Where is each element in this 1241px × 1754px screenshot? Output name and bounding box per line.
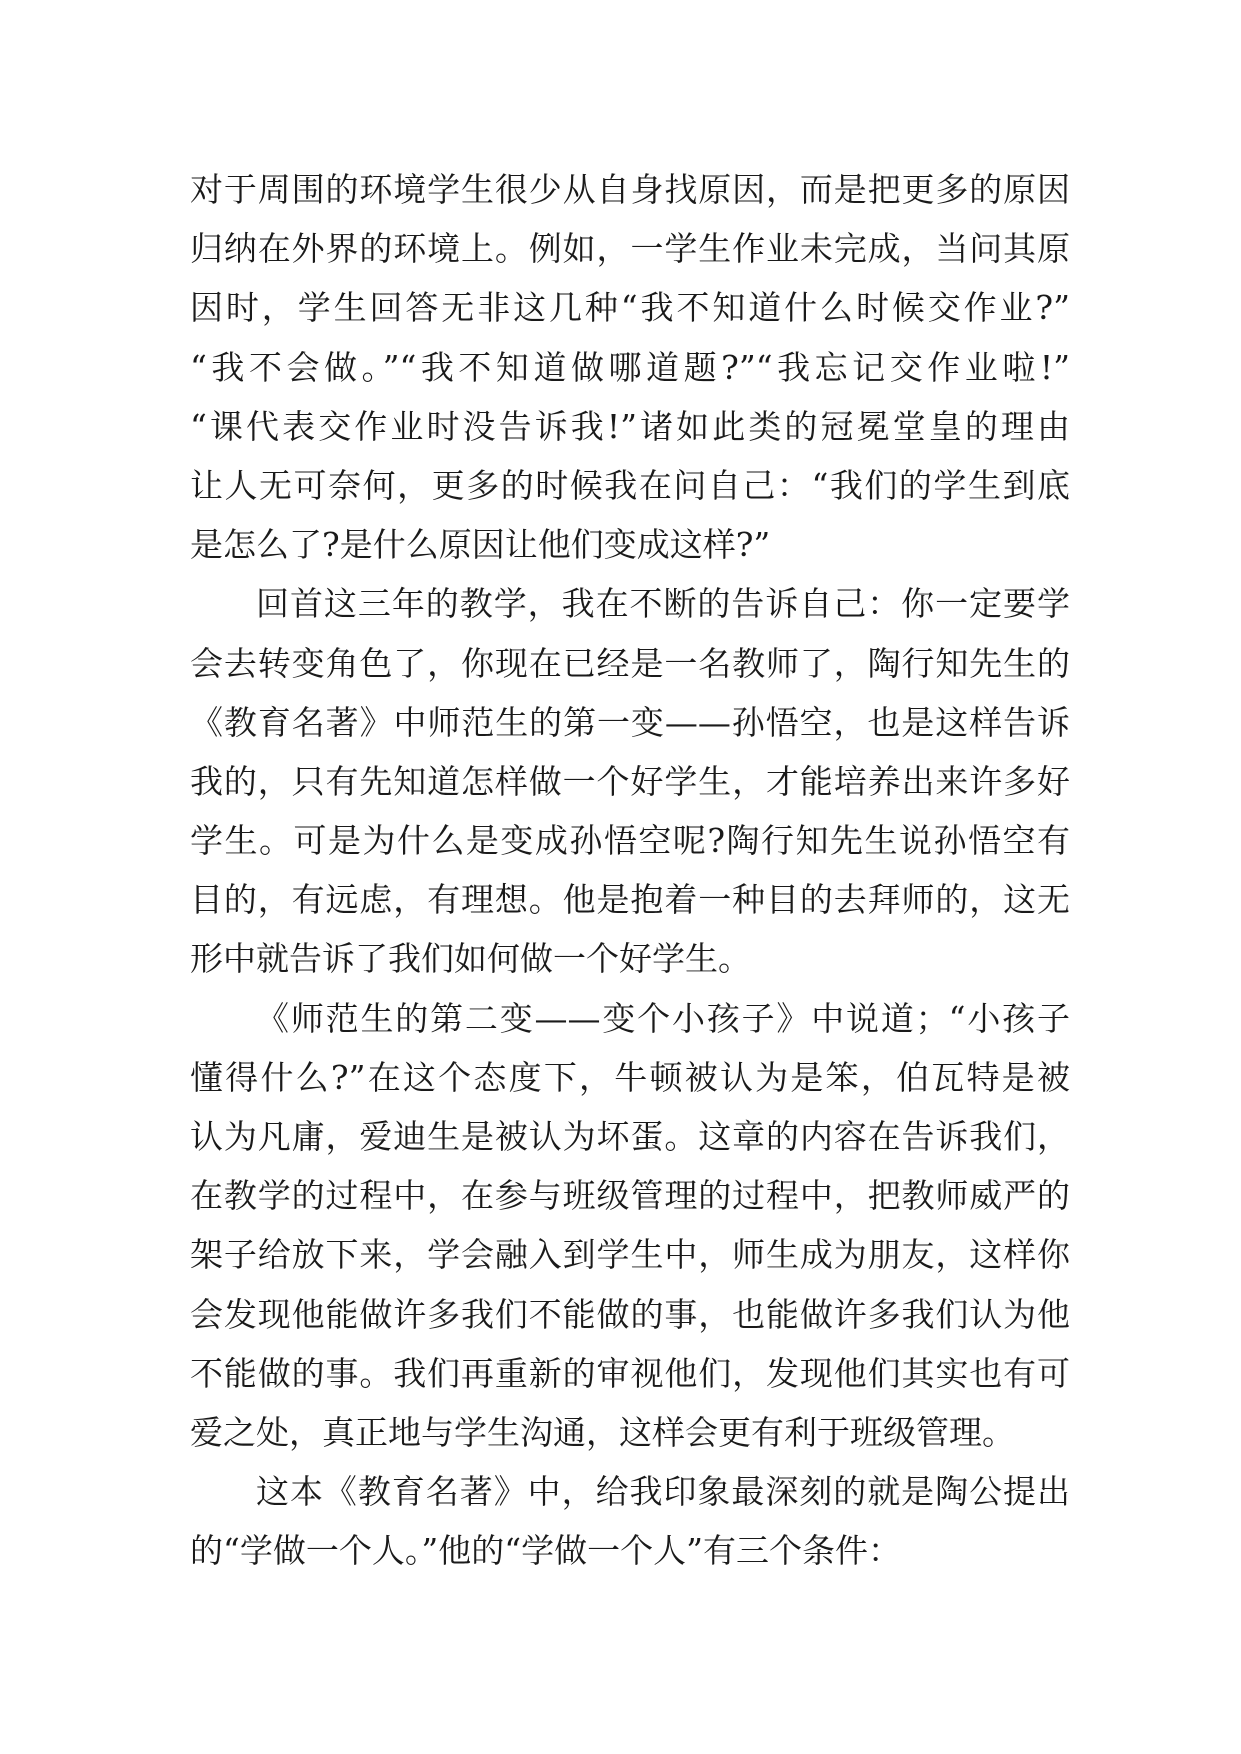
text-line: “我不会做。”“我不知道做哪道题?”“我忘记交作业啦!” [190,347,1070,387]
paragraph-first-line: 这本《教育名著》中，给我印象最深刻的就是陶公提出 [256,1472,1070,1512]
text-line: 会发现他能做许多我们不能做的事，也能做许多我们认为他 [190,1294,1070,1334]
body-text [190,160,1070,1581]
text-line: 认为凡庸，爱迪生是被认为坏蛋。这章的内容在告诉我们， [190,1117,1070,1156]
text-line: 会去转变角色了，你现在已经是一名教师了，陶行知先生的 [190,643,1070,683]
text-line: 不能做的事。我们再重新的审视他们，发现他们其实也有可 [190,1353,1070,1393]
text-line: 学生。可是为什么是变成孙悟空呢?陶行知先生说孙悟空有 [190,821,1070,861]
text-line: 在教学的过程中，在参与班级管理的过程中，把教师威严的 [190,1176,1070,1216]
paragraph-first-line: 《师范生的第二变——变个小孩子》中说道；“小孩子 [256,998,1070,1038]
text-line: 的“学做一个人。”他的“学做一个人”有三个条件： [190,1531,901,1571]
text-line: “课代表交作业时没告诉我!”诸如此类的冠冕堂皇的理由 [190,406,1070,446]
text-line: 对于周围的环境学生很少从自身找原因，而是把更多的原因 [190,170,1070,209]
text-line: 架子给放下来，学会融入到学生中，师生成为朋友，这样你 [190,1235,1070,1275]
text-line: 让人无可奈何，更多的时候我在问自己：“我们的学生到底 [190,465,1070,505]
text-line: 因时，学生回答无非这几种“我不知道什么时候交作业?” [190,288,1070,328]
text-line: 是怎么了?是什么原因让他们变成这样?” [190,525,771,565]
text-line: 我的，只有先知道怎样做一个好学生，才能培养出来许多好 [190,761,1070,801]
text-line: 懂得什么?”在这个态度下，牛顿被认为是笨，伯瓦特是被 [190,1057,1070,1097]
paragraph-first-line: 回首这三年的教学，我在不断的告诉自己：你一定要学 [256,584,1070,624]
text-line: 《教育名著》中师范生的第一变——孙悟空，也是这样告诉 [190,702,1070,742]
text-line: 归纳在外界的环境上。例如，一学生作业未完成，当问其原 [190,229,1070,269]
text-line: 爱之处，真正地与学生沟通，这样会更有利于班级管理。 [190,1412,1015,1452]
text-line: 目的，有远虑，有理想。他是抱着一种目的去拜师的，这无 [190,880,1070,920]
text-line: 形中就告诉了我们如何做一个好学生。 [190,939,751,979]
